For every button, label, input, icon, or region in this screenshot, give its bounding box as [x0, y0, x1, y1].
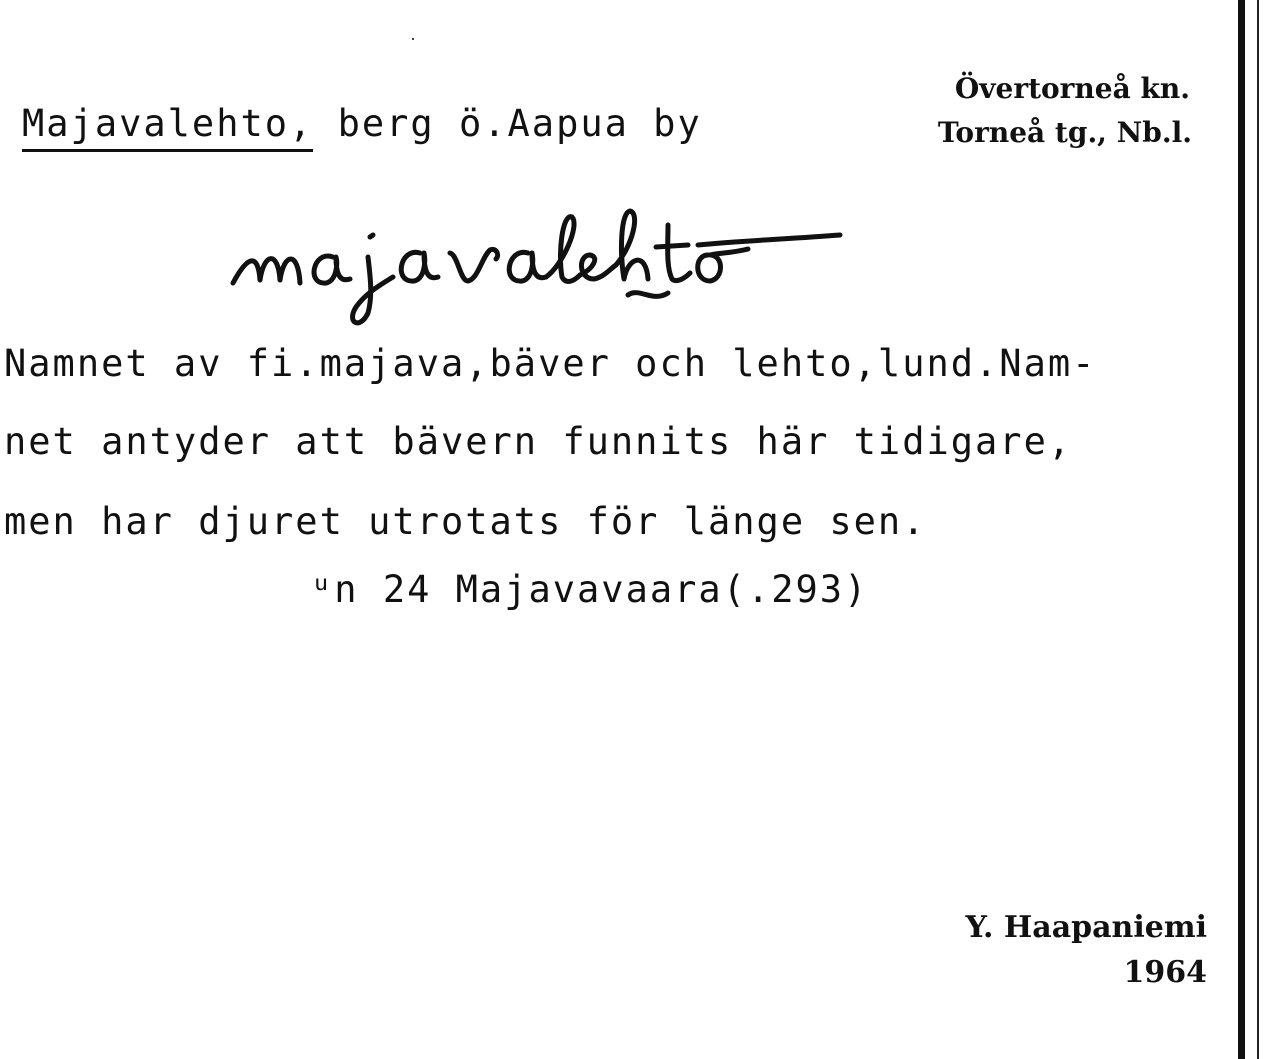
municipality-label: Övertorneå kn. [954, 72, 1190, 105]
entry-title-line [22, 102, 702, 145]
body-line-1: Namnet av fi.majava,bäver och lehto,lund.Nam- [4, 342, 1097, 385]
headword: Majavalehto, [22, 102, 313, 152]
handwritten-form [228, 195, 858, 330]
signature-name: Y. Haapaniemi [965, 910, 1207, 945]
card-edge-line [1238, 0, 1245, 1059]
speck [412, 38, 414, 40]
body-line-2: net antyder att bävern funnits här tidigare, [4, 420, 1073, 463]
signature-year: 1964 [1123, 955, 1207, 990]
parish-label: Torneå tg., Nb.l. [937, 116, 1192, 149]
card-edge-line-thin [1257, 0, 1259, 1059]
cross-reference: ᵘn 24 Majavavaara(.293) [310, 568, 869, 611]
entry-description: berg ö.Aapua by [313, 102, 702, 145]
body-line-3: men har djuret utrotats för länge sen. [4, 500, 927, 543]
